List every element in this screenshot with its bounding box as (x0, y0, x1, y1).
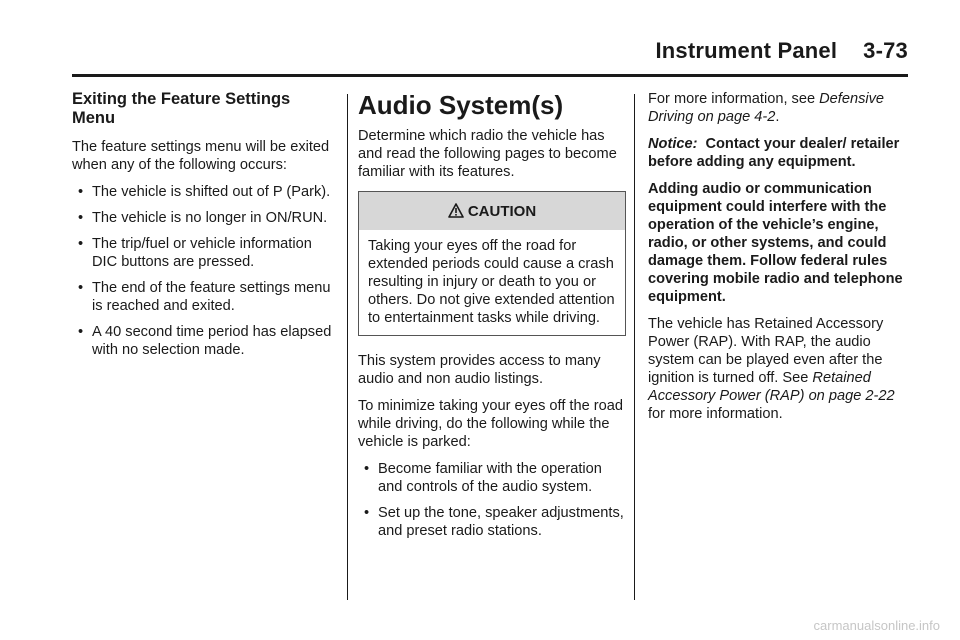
page-number: 3-73 (863, 38, 908, 63)
more-info-paragraph (648, 90, 913, 126)
exiting-menu-heading: Exiting the Feature Settings Menu (72, 90, 291, 127)
header-rule (72, 74, 908, 77)
page-header (0, 38, 908, 64)
more-info-end: . (775, 109, 780, 125)
list-item: • The trip/fuel or vehicle information DIC buttons are pressed. (72, 235, 334, 271)
column-divider-1 (347, 94, 348, 600)
list-item: • Set up the tone, speaker adjustments, and preset radio stations. (358, 504, 626, 540)
rap-link[interactable]: Retained Accessory Power (RAP) on page 2-22 (648, 370, 895, 404)
equipment-warning: Adding audio or communication equipment could interfere with the operation of the vehicle’s engine, radio, or other systems, and could damage them. Follow federal rules covering mobile radio and telephone equipment. (648, 181, 903, 305)
column-2 (358, 90, 626, 548)
list-item: • A 40 second time period has elapsed with no selection made. (72, 323, 334, 359)
notice-label: Notice: (648, 136, 698, 152)
column-3 (648, 90, 913, 432)
rap-paragraph (648, 315, 913, 423)
exit-conditions-list (72, 183, 334, 359)
column-1 (72, 90, 334, 367)
audio-systems-heading: Audio System(s) (358, 90, 564, 120)
minimize-distraction-text: To minimize taking your eyes off the road while driving, do the following while the vehicle is parked: (358, 398, 623, 450)
rap-end: for more information. (648, 406, 783, 422)
notice-text: Contact your dealer/ retailer before adding any equipment. (648, 136, 900, 170)
list-item: • Become familiar with the operation and controls of the audio system. (358, 460, 626, 496)
audio-access-text: This system provides access to many audio and non audio listings. (358, 353, 601, 387)
notice-paragraph (648, 135, 913, 171)
caution-box (358, 191, 626, 336)
warning-icon (448, 203, 464, 218)
list-item: • The vehicle is no longer in ON/RUN. (72, 209, 334, 227)
defensive-driving-link[interactable]: Defensive Driving on page 4-2 (648, 91, 885, 125)
parked-tasks-list (358, 460, 626, 540)
watermark: carmanualsonline.info (813, 618, 940, 633)
audio-intro: Determine which radio the vehicle has and read the following pages to become familiar with its features. (358, 128, 617, 180)
caution-text: Taking your eyes off the road for extended periods could cause a crash resulting in injury or death to you or others. Do not give extended attention to entertainment tasks while driving. (368, 238, 615, 326)
caution-header (359, 192, 625, 230)
rap-text: The vehicle has Retained Accessory Power (RAP). With RAP, the audio system can be played even after the ignition is turned off. See (648, 316, 884, 386)
more-info-text: For more information, see (648, 91, 820, 107)
column-divider-2 (634, 94, 635, 600)
exiting-menu-intro: The feature settings menu will be exited when any of the following occurs: (72, 139, 330, 173)
list-item: • The end of the feature settings menu is reached and exited. (72, 279, 334, 315)
caution-title: CAUTION (467, 203, 537, 220)
list-item: • The vehicle is shifted out of P (Park). (72, 183, 334, 201)
section-title: Instrument Panel (655, 38, 838, 63)
